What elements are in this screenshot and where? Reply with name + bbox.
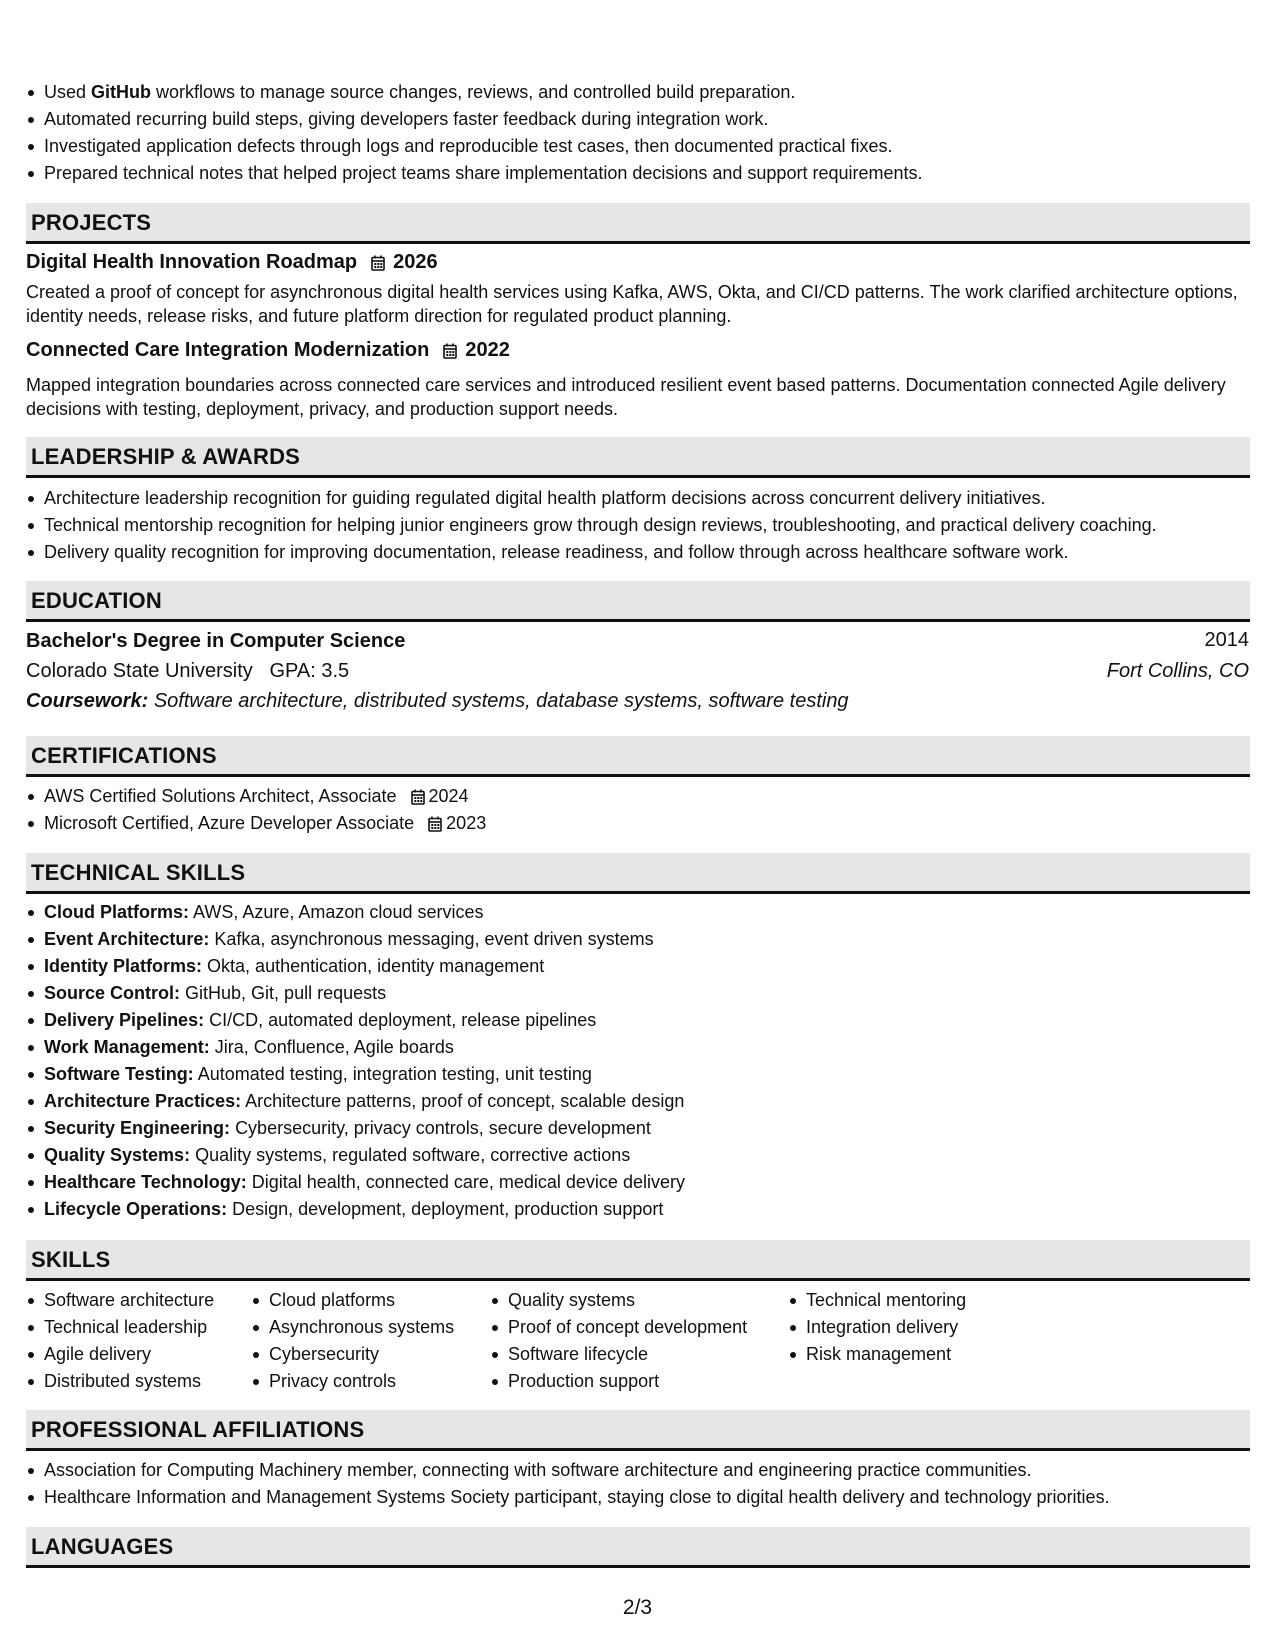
section-header-education	[26, 581, 1250, 622]
certification-year: 2024	[428, 786, 469, 806]
skills-column	[251, 1287, 454, 1395]
section-title: EDUCATION	[31, 588, 162, 613]
degree-title: Bachelor's Degree in Computer Science	[26, 630, 406, 652]
skill-item: Cloud platforms	[251, 1287, 454, 1314]
school-location: Fort Collins, CO	[1106, 660, 1249, 682]
project-description: Created a proof of concept for asynchronous digital health services using Kafka, AWS, Okta, and CI/CD patterns. The work clarified architecture options, identity needs, release risks, and future platform direction for regulated product planning.	[26, 282, 1238, 326]
leadership-item: Technical mentorship recognition for helping junior engineers grow through design reviews, troubleshooting, and practical delivery coaching.	[26, 512, 1256, 539]
coursework-label: Coursework:	[26, 690, 149, 712]
section-header-technical-skills	[26, 853, 1250, 894]
skill-item: Integration delivery	[788, 1314, 966, 1341]
affiliation-item: Healthcare Information and Management Systems Society participant, staying close to digital health delivery and technology priorities.	[26, 1484, 1256, 1511]
skill-item: Quality systems	[490, 1287, 747, 1314]
technical-skill-item: Quality Systems: Quality systems, regulated software, corrective actions	[26, 1142, 1256, 1169]
technical-skill-item: Healthcare Technology: Digital health, connected care, medical device delivery	[26, 1169, 1256, 1196]
technical-skill-item: Lifecycle Operations: Design, development, deployment, production support	[26, 1196, 1256, 1223]
section-title: PROJECTS	[31, 210, 152, 235]
skill-item: Production support	[490, 1368, 747, 1395]
project-name: Digital Health Innovation Roadmap	[26, 251, 358, 273]
page-number: 2/3	[622, 1596, 653, 1619]
leadership-list	[26, 485, 1256, 566]
section-title: CERTIFICATIONS	[31, 743, 217, 768]
certification-list	[26, 783, 1256, 837]
skill-item: Agile delivery	[26, 1341, 214, 1368]
experience-bullet: Automated recurring build steps, giving developers faster feedback during integration work.	[26, 106, 1256, 133]
affiliation-item: Association for Computing Machinery member, connecting with software architecture and engineering practice communities.	[26, 1457, 1256, 1484]
school-line	[26, 660, 349, 683]
section-title: LEADERSHIP & AWARDS	[31, 444, 301, 469]
technical-skill-item: Software Testing: Automated testing, integration testing, unit testing	[26, 1061, 1256, 1088]
project-description: Mapped integration boundaries across connected care services and introduced resilient event based patterns. Documentation connected Agile delivery decisions with testing, deployment, privacy, and production support needs.	[26, 375, 1226, 419]
coursework	[26, 690, 849, 713]
certification-name: AWS Certified Solutions Architect, Associate	[44, 786, 397, 806]
skill-item: Proof of concept development	[490, 1314, 747, 1341]
project-year: 2022	[465, 339, 510, 361]
affiliations-list	[26, 1457, 1256, 1511]
graduation-year: 2014	[1204, 629, 1249, 651]
skill-item: Technical leadership	[26, 1314, 214, 1341]
skill-item: Asynchronous systems	[251, 1314, 454, 1341]
calendar-icon	[371, 255, 385, 271]
certification-item	[26, 810, 1256, 837]
section-header-skills	[26, 1240, 1250, 1281]
calendar-icon	[428, 816, 442, 832]
experience-bullet: Prepared technical notes that helped project teams share implementation decisions and support requirements.	[26, 160, 1256, 187]
experience-bullet: Used GitHub workflows to manage source changes, reviews, and controlled build preparation.	[26, 79, 1256, 106]
skill-item: Risk management	[788, 1341, 966, 1368]
section-title: SKILLS	[31, 1247, 111, 1272]
project-year: 2026	[393, 251, 438, 273]
section-header-projects	[26, 203, 1250, 244]
certification-name: Microsoft Certified, Azure Developer Associate	[44, 813, 415, 833]
certification-year: 2023	[446, 813, 487, 833]
skills-column	[490, 1287, 747, 1395]
project-title	[26, 339, 510, 362]
section-header-leadership	[26, 437, 1250, 478]
technical-skills-list	[26, 899, 1256, 1223]
technical-skill-item: Work Management: Jira, Confluence, Agile boards	[26, 1034, 1256, 1061]
technical-skill-item: Cloud Platforms: AWS, Azure, Amazon cloud services	[26, 899, 1256, 926]
experience-bullets	[26, 79, 1256, 187]
project-title	[26, 251, 438, 274]
technical-skill-item: Identity Platforms: Okta, authentication, identity management	[26, 953, 1256, 980]
gpa: GPA: 3.5	[269, 660, 350, 682]
skills-column	[26, 1287, 214, 1395]
section-title: TECHNICAL SKILLS	[31, 860, 246, 885]
section-title: LANGUAGES	[31, 1534, 174, 1559]
skill-item: Software architecture	[26, 1287, 214, 1314]
leadership-item: Architecture leadership recognition for guiding regulated digital health platform decisions across concurrent delivery initiatives.	[26, 485, 1256, 512]
section-header-certifications	[26, 736, 1250, 777]
leadership-item: Delivery quality recognition for improving documentation, release readiness, and follow through across healthcare software work.	[26, 539, 1256, 566]
certification-item	[26, 783, 1256, 810]
school-name: Colorado State University	[26, 660, 253, 682]
technical-skill-item: Event Architecture: Kafka, asynchronous messaging, event driven systems	[26, 926, 1256, 953]
skill-item: Software lifecycle	[490, 1341, 747, 1368]
technical-skill-item: Security Engineering: Cybersecurity, privacy controls, secure development	[26, 1115, 1256, 1142]
technical-skill-item: Architecture Practices: Architecture patterns, proof of concept, scalable design	[26, 1088, 1256, 1115]
skill-item: Distributed systems	[26, 1368, 214, 1395]
section-header-languages	[26, 1527, 1250, 1568]
technical-skill-item: Source Control: GitHub, Git, pull requests	[26, 980, 1256, 1007]
skill-item: Technical mentoring	[788, 1287, 966, 1314]
experience-bullet: Investigated application defects through logs and reproducible test cases, then documented practical fixes.	[26, 133, 1256, 160]
calendar-icon	[443, 343, 457, 359]
section-title: PROFESSIONAL AFFILIATIONS	[31, 1417, 365, 1442]
skill-item: Cybersecurity	[251, 1341, 454, 1368]
coursework-text: Software architecture, distributed systems, database systems, software testing	[153, 690, 849, 712]
project-name: Connected Care Integration Modernization	[26, 339, 430, 361]
skills-column	[788, 1287, 966, 1368]
skill-item: Privacy controls	[251, 1368, 454, 1395]
technical-skill-item: Delivery Pipelines: CI/CD, automated deployment, release pipelines	[26, 1007, 1256, 1034]
section-header-affiliations	[26, 1410, 1250, 1451]
calendar-icon	[411, 789, 425, 805]
